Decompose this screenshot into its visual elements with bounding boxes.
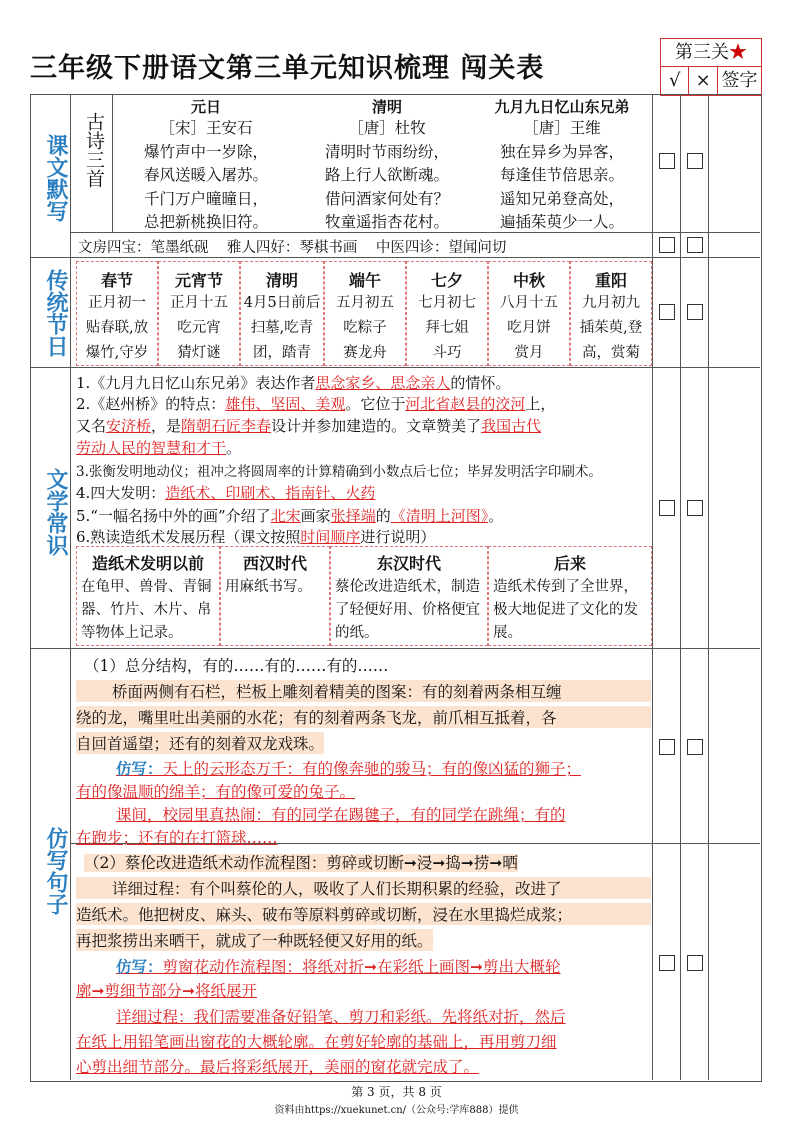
festival-name: 中秋 xyxy=(512,271,545,290)
festival-card xyxy=(406,261,488,366)
answer-text: 《清明上河图》 xyxy=(390,507,489,525)
cross-box[interactable] xyxy=(687,153,703,169)
four-treasures: 文房四宝：笔墨纸砚 雅人四好：琴棋书画 中医四诊：望闻问切 xyxy=(78,240,507,256)
festival-name: 清明 xyxy=(265,271,298,290)
section-label-literature: 文学常识 xyxy=(43,468,69,556)
festival-custom: 高，赏菊 xyxy=(582,345,640,361)
lit-text: 进行说明） xyxy=(360,528,436,546)
level-text: 第三关 xyxy=(675,42,729,63)
check-box[interactable] xyxy=(659,500,675,516)
history-cell xyxy=(220,546,330,646)
lit-item-2-end xyxy=(76,437,241,458)
cross-mark: × xyxy=(689,67,717,95)
structure-heading-2 xyxy=(84,851,659,873)
cross-box[interactable] xyxy=(687,237,703,253)
festival-custom: 赛龙舟 xyxy=(343,345,387,361)
section-label-festival: 传统节日 xyxy=(43,269,69,357)
sign-label: 签字 xyxy=(721,70,758,91)
imitation-line: 在纸上用铅笔画出窗花的大概轮廓。在剪好轮廓的基础上，再用剪刀细 xyxy=(76,1033,557,1051)
imitation-line xyxy=(116,955,561,977)
poem-author: ［唐］王维 xyxy=(523,119,601,137)
level-label xyxy=(661,39,761,67)
poem-line: 每逢佳节倍思亲。 xyxy=(499,166,624,184)
answer-text: 我国古代 xyxy=(481,417,542,435)
poems-label: 古诗三首 xyxy=(83,112,105,188)
festival-card xyxy=(570,261,652,366)
answer-text: 劳动人民的智慧和才干 xyxy=(76,439,227,457)
cross-box[interactable] xyxy=(687,955,703,971)
answer-text: 雄伟、坚固、美观 xyxy=(225,395,346,413)
lit-item-5 xyxy=(76,505,503,526)
poem-line: 清明时节雨纷纷， xyxy=(324,142,449,161)
history-cell xyxy=(488,546,652,646)
check-box[interactable] xyxy=(659,153,675,169)
poem-author: ［唐］杜牧 xyxy=(348,119,426,137)
lit-text: 1.《九月九日忆山东兄弟》表达作者 xyxy=(76,374,316,392)
section-label-recite: 课文默写 xyxy=(43,134,69,222)
example-paragraph: 造纸术。他把树皮、麻头、破布等原料剪碎或切断，浸在水里捣烂成浆； xyxy=(76,903,651,925)
festival-custom: 猜灯谜 xyxy=(177,345,221,361)
answer-text: 造纸术、印刷术、指南针、火药 xyxy=(165,484,376,502)
imitation-label: 仿写： xyxy=(116,957,163,976)
festival-custom: 斗巧 xyxy=(432,345,462,361)
festival-card xyxy=(158,261,240,366)
imitation-line: 心剪出细节部分。最后将彩纸展开，美丽的窗花就完成了。 xyxy=(76,1058,480,1076)
poem-qingming xyxy=(302,96,472,235)
lit-item-1 xyxy=(76,372,510,393)
festival-name: 元宵节 xyxy=(174,271,223,290)
poem-line: 牧童遥指杏花村。 xyxy=(324,213,449,231)
example-paragraph: 绕的龙，嘴里吐出美丽的水花；有的刻着两条飞龙，前爪相互抵着，各 xyxy=(76,706,651,728)
star-icon: ★ xyxy=(729,42,747,63)
poem-line: 遍插茱萸少一人。 xyxy=(499,213,624,231)
lit-text: 4.四大发明： xyxy=(76,484,166,502)
festival-card xyxy=(76,261,158,366)
lit-text: 2.《赵州桥》的特点： xyxy=(76,395,226,413)
example-paragraph: 再把浆捞出来晒干，就成了一种既轻便又好用的纸。 xyxy=(76,929,433,951)
festival-name: 端午 xyxy=(348,271,381,290)
cross-box[interactable] xyxy=(687,739,703,755)
lit-item-2 xyxy=(76,393,555,414)
imitation-line: 有的像温顺的绵羊；有的像可爱的兔子。 xyxy=(76,783,356,801)
imitation-text: 天上的云形态万千：有的像奔驰的骏马；有的像凶猛的狮子； xyxy=(162,760,582,778)
festival-name: 春节 xyxy=(100,271,133,290)
lit-text: 设计并参加建造的。文章赞美了 xyxy=(271,417,482,435)
cross-box[interactable] xyxy=(687,304,703,320)
poem-line: 独在异乡为异客， xyxy=(499,142,624,161)
example-paragraph: 自回首遥望；还有的刻着双龙戏珠。 xyxy=(76,732,324,754)
festival-date: 九月初九 xyxy=(582,295,640,311)
lit-text: 画家 xyxy=(300,507,331,525)
history-cell xyxy=(76,546,220,646)
history-body: 用麻纸书写。 xyxy=(225,579,312,595)
festival-custom: 团，踏青 xyxy=(253,345,311,361)
festival-date: 五月初五 xyxy=(336,295,394,311)
festival-custom: 吃粽子 xyxy=(343,320,387,336)
history-body: 在龟甲、兽骨、青铜器、竹片、木片、帛等物体上记录。 xyxy=(81,579,212,641)
festival-custom: 贴春联,放 xyxy=(85,320,149,336)
imitation-line xyxy=(116,757,581,779)
answer-text: 隋朝石匠李春 xyxy=(181,417,272,435)
festival-name: 重阳 xyxy=(594,271,627,290)
history-head: 造纸术发明以前 xyxy=(91,554,204,573)
imitation-text: 剪窗花动作流程图：将纸对折➞在彩纸上画图➞剪出大概轮 xyxy=(162,958,561,976)
lit-item-3: 3.张衡发明地动仪；祖冲之将圆周率的计算精确到小数点后七位；毕昇发明活字印刷术。 xyxy=(76,464,602,480)
festival-date: 七月初七 xyxy=(418,295,476,311)
answer-text: 北宋 xyxy=(270,507,301,525)
lit-text: 上， xyxy=(525,395,556,413)
cross-box[interactable] xyxy=(687,500,703,516)
festival-date: 八月十五 xyxy=(500,295,558,311)
festival-custom: 吃元宵 xyxy=(177,320,221,336)
poem-line: 爆竹声中一岁除， xyxy=(143,142,268,161)
answer-text: 思念家乡、思念亲人 xyxy=(315,374,451,392)
poem-line: 春风送暖入屠苏。 xyxy=(143,166,268,184)
festival-custom: 插茱萸,登 xyxy=(579,320,643,336)
festival-card xyxy=(488,261,570,366)
lit-item-4 xyxy=(76,482,375,503)
imitation-line: 详细过程：我们需要准备好铅笔、剪刀和彩纸。先将纸对折，然后 xyxy=(116,1008,566,1026)
festival-date: 4月5日前后 xyxy=(243,295,321,311)
lit-text: 6.熟读造纸术发展历程（课文按照 xyxy=(76,528,301,546)
festival-date: 正月十五 xyxy=(170,295,228,311)
history-head: 后来 xyxy=(553,554,586,573)
festival-custom: 赏月 xyxy=(514,345,544,361)
check-box[interactable] xyxy=(659,955,675,971)
poem-line: 路上行人欲断魂。 xyxy=(324,166,449,184)
festival-card xyxy=(240,261,324,366)
lit-item-6 xyxy=(76,526,435,547)
example-paragraph: 桥面两侧有石栏，栏板上雕刻着精美的图案：有的刻着两条相互缠 xyxy=(76,680,651,702)
section-label-imitate: 仿写句子 xyxy=(43,827,69,915)
festival-custom: 拜七姐 xyxy=(425,320,469,336)
check-box[interactable] xyxy=(659,304,675,320)
poem-line: 总把新桃换旧符。 xyxy=(143,213,268,231)
example-paragraph: 详细过程：有个叫蔡伦的人，吸收了人们长期积累的经验，改进了 xyxy=(76,877,651,899)
poem-jiuyue xyxy=(474,96,650,235)
answer-text: 安济桥 xyxy=(106,417,152,435)
festival-date: 正月初一 xyxy=(88,295,146,311)
history-head: 东汉时代 xyxy=(376,554,441,573)
lit-text: 。 xyxy=(488,507,504,525)
lit-text: 5.“一幅名扬中外的画”介绍了 xyxy=(76,507,271,525)
check-box[interactable] xyxy=(659,237,675,253)
lit-text: 。它位于 xyxy=(345,395,406,413)
lit-text: 的情怀。 xyxy=(450,374,511,392)
poem-yuanri xyxy=(116,96,296,235)
history-head: 西汉时代 xyxy=(242,554,307,573)
poem-title: 九月九日忆山东兄弟 xyxy=(494,98,630,116)
imitation-label: 仿写： xyxy=(116,759,163,778)
level-badge xyxy=(660,38,762,96)
festival-custom: 爆竹,守岁 xyxy=(85,345,149,361)
poem-title: 清明 xyxy=(371,98,402,116)
lit-text: ，是 xyxy=(151,417,182,435)
page-title: 三年级下册语文第三单元知识梳理 闯关表 xyxy=(30,53,545,84)
history-body: 蔡伦改进造纸术，制造了轻便好用、价格便宜的纸。 xyxy=(335,579,480,641)
history-cell xyxy=(330,546,488,646)
festival-custom: 扫墓,吃青 xyxy=(250,320,314,336)
festival-name: 七夕 xyxy=(430,271,463,290)
poem-author: ［宋］王安石 xyxy=(159,119,253,137)
lit-text: 的 xyxy=(375,507,391,525)
source-note: 资料由https://xuekunet.cn/（公众号:学库888）提供 xyxy=(274,1105,519,1116)
structure-heading-1: （1）总分结构，有的……有的……有的…… xyxy=(84,657,389,675)
history-body: 造纸术传到了全世界，极大地促进了文化的发展。 xyxy=(493,579,638,641)
poem-line: 千门万户曈曈日， xyxy=(143,189,268,208)
poem-line: 借问酒家何处有？ xyxy=(324,189,449,208)
lit-item-2-cont xyxy=(76,415,541,436)
answer-text: 时间顺序 xyxy=(300,528,361,546)
poem-title: 元日 xyxy=(190,98,221,116)
imitation-line: 廓➞剪细节部分➞将纸展开 xyxy=(76,982,257,1000)
answer-text: 张择端 xyxy=(330,507,376,525)
festival-custom: 吃月饼 xyxy=(507,320,551,336)
poem-line: 遥知兄弟登高处， xyxy=(499,189,624,208)
lit-text: 又名 xyxy=(76,417,107,435)
lit-text: 。 xyxy=(226,439,242,457)
imitation-line: 在跑步；还有的在打篮球…… xyxy=(76,829,278,847)
festival-card xyxy=(324,261,406,366)
check-box[interactable] xyxy=(659,739,675,755)
answer-text: 河北省赵县的洨河 xyxy=(405,395,526,413)
flow-chart-text: （2）蔡伦改进造纸术动作流程图：剪碎或切断➞浸➞捣➞捞➞晒 xyxy=(84,854,518,872)
check-mark: √ xyxy=(661,67,689,95)
imitation-line: 课间，校园里真热闹：有的同学在踢毽子，有的同学在跳绳；有的 xyxy=(116,806,566,824)
page-number: 第 3 页，共 8 页 xyxy=(351,1085,442,1099)
